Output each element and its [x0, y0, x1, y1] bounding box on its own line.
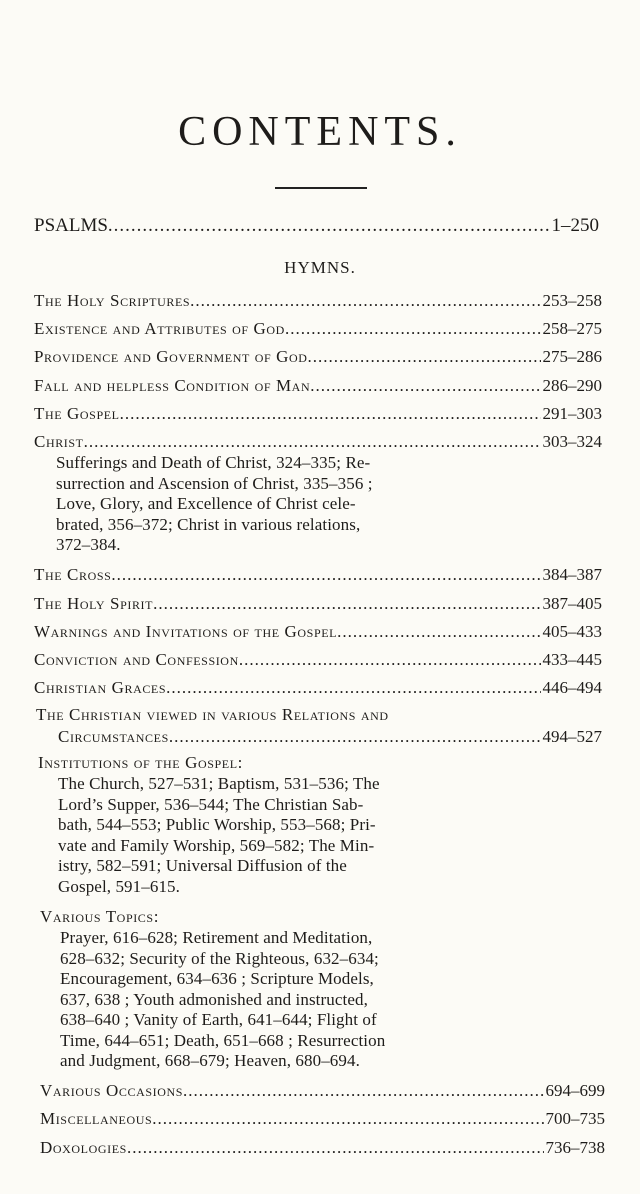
toc-row	[34, 376, 602, 396]
toc-row	[34, 650, 602, 670]
leader-dots	[152, 1109, 543, 1129]
toc-pages: 736–738	[545, 1138, 605, 1157]
leader-dots	[337, 622, 540, 642]
toc-label: Warnings and Invitations of the Gospel	[34, 622, 338, 641]
toc-row	[34, 319, 602, 339]
toc-label: Miscellaneous	[40, 1109, 153, 1128]
toc-label: Providence and Government of God	[34, 347, 308, 366]
leader-dots	[183, 1081, 543, 1101]
toc-row	[34, 622, 602, 642]
toc-row-psalms	[34, 215, 599, 237]
subtopic-line: Lord’s Supper, 536–544; The Christian Sab-	[58, 794, 364, 814]
leader-dots	[310, 376, 540, 396]
subtopic-line: Love, Glory, and Excellence of Christ cele-	[56, 494, 356, 513]
toc-pages: 494–527	[542, 727, 602, 746]
title-rule	[275, 187, 367, 189]
toc-row	[34, 678, 602, 698]
toc-row	[40, 1081, 605, 1101]
leader-dots	[153, 594, 540, 614]
subtopic-line: Time, 644–651; Death, 651–668 ; Resurrection	[60, 1030, 386, 1050]
toc-row	[40, 1138, 605, 1158]
subtopic-line: Gospel, 591–615.	[58, 876, 181, 896]
toc-pages: 384–387	[542, 565, 602, 584]
toc-label: Various Occasions	[40, 1081, 184, 1100]
subtopic-line: 372–384.	[56, 535, 121, 554]
toc-row	[34, 347, 602, 367]
leader-dots	[111, 565, 540, 585]
toc-pages: 303–324	[542, 432, 602, 451]
toc-pages: 286–290	[542, 376, 602, 395]
toc-pages: 446–494	[542, 678, 602, 697]
leader-dots	[166, 678, 540, 698]
toc-label: Conviction and Confession	[34, 650, 239, 669]
subtopic-line: Encouragement, 634–636 ; Scripture Models,	[60, 969, 374, 988]
toc-pages: 387–405	[542, 594, 602, 613]
toc-label: Doxologies	[40, 1138, 127, 1157]
toc-pages: 694–699	[545, 1081, 605, 1100]
toc-row	[34, 432, 602, 452]
toc-label: The Gospel	[34, 404, 120, 423]
section-heading-various-topics: Various Topics:	[40, 907, 160, 926]
subtopic-line: brated, 356–372; Christ in various relations,	[56, 514, 361, 534]
toc-label-line1: The Christian viewed in various Relations and	[36, 705, 389, 724]
toc-label: Fall and helpless Condition of Man	[34, 376, 311, 395]
subtopic-line: The Church, 527–531; Baptism, 531–536; The	[58, 774, 380, 793]
toc-label: PSALMS	[34, 215, 108, 236]
hymns-heading: HYMNS.	[284, 258, 356, 277]
leader-dots	[108, 215, 550, 237]
toc-label: Christ	[34, 432, 84, 451]
page-title: CONTENTS.	[178, 109, 462, 155]
toc-pages: 253–258	[542, 291, 602, 310]
subtopic-line: 638–640 ; Vanity of Earth, 641–644; Flight of	[60, 1010, 377, 1029]
leader-dots	[169, 727, 541, 747]
subtopic-line: and Judgment, 668–679; Heaven, 680–694.	[60, 1051, 360, 1070]
subtopic-line: 637, 638 ; Youth admonished and instructed,	[60, 989, 368, 1009]
toc-row	[40, 1109, 605, 1129]
leader-dots	[308, 347, 541, 367]
toc-label: Christian Graces	[34, 678, 167, 697]
toc-label: The Holy Spirit	[34, 594, 154, 613]
toc-pages: 275–286	[542, 347, 602, 366]
subtopic-line: 628–632; Security of the Righteous, 632–634;	[60, 948, 379, 968]
christ-subtopics	[56, 453, 522, 556]
leader-dots	[285, 319, 541, 339]
toc-pages: 433–445	[542, 650, 602, 669]
toc-label: Circumstances	[58, 727, 169, 746]
subtopic-line: bath, 544–553; Public Worship, 553–568; Pri-	[58, 815, 376, 834]
toc-label: The Holy Scriptures	[34, 291, 191, 310]
subtopic-line: vate and Family Worship, 569–582; The Min-	[58, 835, 375, 855]
leader-dots	[120, 404, 541, 424]
leader-dots	[84, 432, 541, 452]
subtopic-line: surrection and Ascension of Christ, 335–356 ;	[56, 473, 373, 493]
subtopic-line: Sufferings and Death of Christ, 324–335; Re-	[56, 453, 371, 472]
section-heading-institutions: Institutions of the Gospel:	[38, 753, 243, 772]
various-topics-subtopics	[60, 928, 526, 1072]
toc-pages: 1–250	[551, 215, 599, 236]
toc-label: Existence and Attributes of God	[34, 319, 285, 338]
institutions-subtopics	[58, 774, 524, 897]
toc-pages: 291–303	[542, 404, 602, 423]
subtopic-line: Prayer, 616–628; Retirement and Meditation,	[60, 928, 373, 947]
toc-row	[58, 727, 602, 747]
toc-row	[34, 594, 602, 614]
leader-dots	[127, 1138, 544, 1158]
toc-row	[34, 404, 602, 424]
toc-label: The Cross	[34, 565, 112, 584]
toc-pages: 700–735	[545, 1109, 605, 1128]
toc-row	[34, 565, 602, 585]
toc-row	[34, 291, 602, 311]
subtopic-line: istry, 582–591; Universal Diffusion of the	[58, 856, 347, 875]
leader-dots	[239, 650, 541, 670]
toc-pages: 405–433	[542, 622, 602, 641]
toc-pages: 258–275	[542, 319, 602, 338]
leader-dots	[190, 291, 540, 311]
